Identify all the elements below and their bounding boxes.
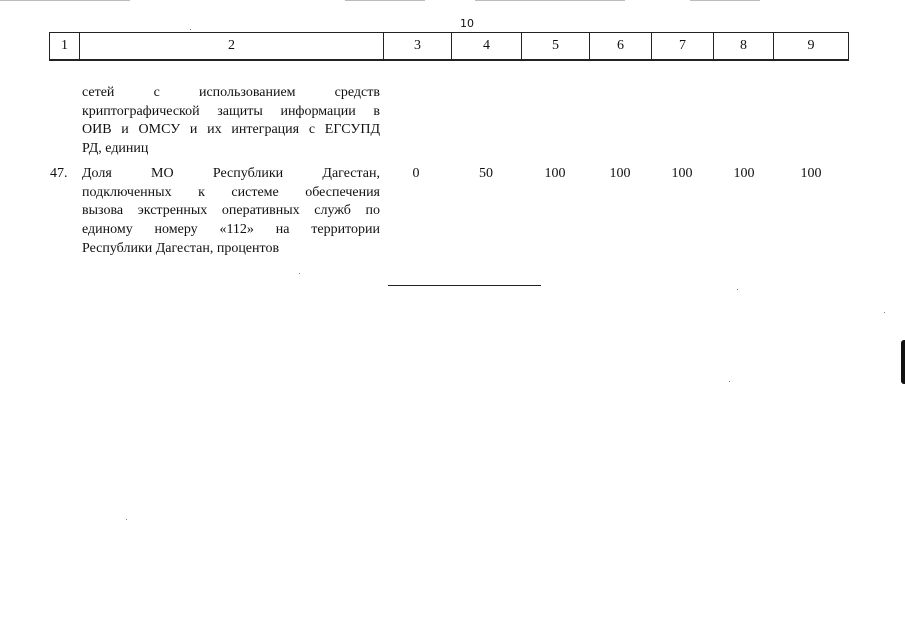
description-line: вызова экстренных оперативных служб по [82,203,380,219]
row-value-col7: 100 [671,166,693,181]
table-header-row [49,32,849,61]
description-line: подключенных к системе обеспечения [82,184,380,200]
description-line: Республики Дагестан, процентов [82,240,280,256]
scan-speck [299,273,300,274]
description-line: сетей с использованием средств [82,85,380,100]
scan-edge-mark [901,340,905,384]
description-line: РД, единиц [82,141,149,157]
scan-border [0,0,130,1]
header-cell-1: 1 [49,33,79,59]
header-cell-2: 2 [79,33,383,59]
scan-speck [884,312,885,313]
header-cell-5: 5 [521,33,589,59]
scan-border [475,0,625,1]
header-cell-7: 7 [651,33,713,59]
page-number: 10 [460,17,474,30]
row-value-col9: 100 [800,166,822,181]
scan-speck [190,29,191,30]
description-line: Доля МО Республики Дагестан, [82,166,380,181]
header-cell-6: 6 [589,33,651,59]
scan-border [345,0,425,1]
table-row-description [82,84,380,159]
row-value-col5: 100 [544,166,566,181]
scan-speck [737,289,738,290]
row-value-col3: 0 [412,166,420,181]
header-cell-9: 9 [773,33,849,59]
closing-rule [388,285,541,286]
description-line: криптографической защиты информации в [82,103,380,119]
row-value-col4: 50 [479,166,493,181]
scan-speck [126,519,127,520]
row-value-col6: 100 [609,166,631,181]
header-cell-4: 4 [451,33,521,59]
description-line: единому номеру «112» на территории [82,222,380,238]
scan-speck [729,381,730,382]
header-cell-3: 3 [383,33,451,59]
description-line: ОИВ и ОМСУ и их интеграция с ЕГСУПД [82,122,380,138]
row-value-col8: 100 [733,166,755,181]
header-cell-8: 8 [713,33,773,59]
scan-border [690,0,760,1]
table-row-description [82,165,380,259]
row-number: 47. [50,166,68,181]
